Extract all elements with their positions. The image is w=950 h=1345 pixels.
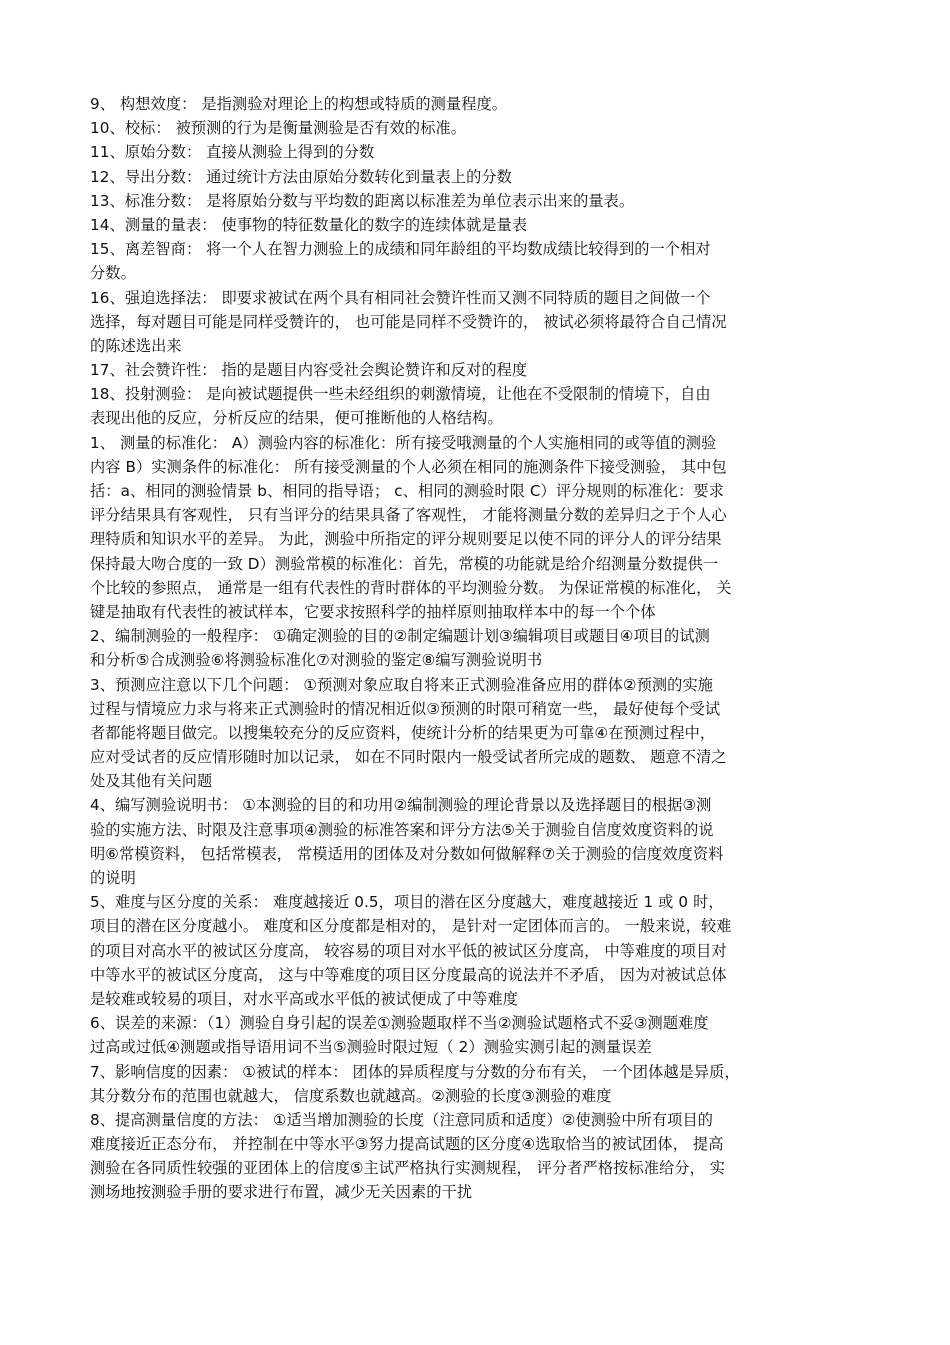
text-line: 明⑥常模资料， 包括常模表， 常模适用的团体及对分数如何做解释⑦关于测验的信度效度资料 — [90, 844, 724, 863]
document-body — [90, 92, 880, 1205]
text-line: 的陈述选出来 — [90, 336, 182, 355]
text-line: 和分析⑤合成测验⑥将测验标准化⑦对测验的鉴定⑧编写测验说明书 — [90, 651, 543, 670]
text-line: 保持最大吻合度的一致 D）测验常模的标准化：首先，常模的功能就是给介绍测量分数提供一 — [90, 554, 719, 573]
text-line: 其分数分布的范围也就越大， 信度系数也就越高。②测验的长度③测验的难度 — [90, 1086, 612, 1105]
text-line: 过高或过低④测题或指导语用词不当⑤测验时限过短（ 2）测验实测引起的测量误差 — [90, 1038, 652, 1057]
text-line: 11、原始分数： 直接从测验上得到的分数 — [90, 143, 375, 162]
text-line: 1、 测量的标准化： A）测验内容的标准化：所有接受哦测量的个人实施相同的或等值的测验 — [90, 433, 717, 452]
text-line: 2、编制测验的一般程序： ①确定测验的目的②制定编题计划③编辑项目或题目④项目的试测 — [90, 627, 710, 646]
text-line: 者都能将题目做完。以搜集较充分的反应资料，使统计分析的结果更为可靠④在预测过程中， — [90, 723, 716, 742]
text-line: 评分结果具有客观性， 只有当评分的结果具备了客观性， 才能将测量分数的差异归之于个人心 — [90, 506, 727, 525]
text-line: 的项目对高水平的被试区分度高， 较容易的项目对水平低的被试区分度高， 中等难度的项目对 — [90, 941, 727, 960]
text-line: 内容 B）实测条件的标准化： 所有接受测量的个人必须在相同的施测条件下接受测验， 其中包 — [90, 457, 727, 476]
text-line: 应对受试者的反应情形随时加以记录， 如在不同时限内一般受试者所完成的题数、 题意不清之 — [90, 748, 727, 767]
text-line: 测场地按测验手册的要求进行布置，减少无关因素的干扰 — [90, 1183, 473, 1202]
text-line: 14、测量的量表： 使事物的特征数量化的数字的连续体就是量表 — [90, 215, 528, 234]
text-line: 分数。 — [90, 264, 136, 283]
text-line: 5、难度与区分度的关系： 难度越接近 0.5，项目的潜在区分度越大，难度越接近 1 或 0 时， — [90, 893, 724, 912]
text-line: 8、提高测量信度的方法： ①适当增加测验的长度（注意同质和适度）②使测验中所有项目的 — [90, 1110, 714, 1129]
text-line: 键是抽取有代表性的被试样本，它要求按照科学的抽样原则抽取样本中的每一个个体 — [90, 602, 656, 621]
text-line: 18、投射测验： 是向被试题提供一些未经组织的刺激情境，让他在不受限制的情境下，自由 — [90, 385, 711, 404]
text-line: 4、编写测验说明书： ①本测验的目的和功用②编制测验的理论背景以及选择题目的根据③测 — [90, 796, 712, 815]
text-line: 15、离差智商： 将一个人在智力测验上的成绩和同年龄组的平均数成绩比较得到的一个相对 — [90, 240, 711, 259]
text-line: 17、社会赞许性： 指的是题目内容受社会舆论赞许和反对的程度 — [90, 361, 528, 380]
text-line: 测验在各同质性较强的亚团体上的信度⑤主试严格执行实测规程， 评分者严格按标准给分， 实 — [90, 1159, 726, 1178]
text-line: 括：a、相同的测验情景 b、相同的指导语； c、相同的测验时限 C）评分规则的标准化：要求 — [90, 482, 725, 500]
text-line: 16、强迫选择法： 即要求被试在两个具有相同社会赞许性而又测不同特质的题目之间做一个 — [90, 288, 711, 307]
text-line: 是较难或较易的项目，对水平高或水平低的被试便成了中等难度 — [90, 989, 519, 1008]
text-line: 9、 构想效度： 是指测验对理论上的构想或特质的测量程度。 — [90, 95, 508, 113]
text-line: 选择，每对题目可能是同样受赞许的， 也可能是同样不受赞许的， 被试必须将最符合自己情况 — [90, 312, 727, 331]
text-line: 6、误差的来源：（1）测验自身引起的误差①测验题取样不当②测验试题格式不妥③测题难度 — [90, 1014, 709, 1033]
text-line: 表现出他的反应，分析反应的结果，便可推断他的人格结构。 — [90, 409, 503, 428]
text-line: 13、标准分数： 是将原始分数与平均数的距离以标准差为单位表示出来的量表。 — [90, 191, 635, 210]
text-line: 10、校标： 被预测的行为是衡量测验是否有效的标准。 — [90, 119, 467, 138]
text-line: 中等水平的被试区分度高， 这与中等难度的项目区分度最高的说法并不矛盾， 因为对被试总体 — [90, 965, 727, 984]
text-line: 项目的潜在区分度越小。 难度和区分度都是相对的， 是针对一定团体而言的。 一般来说，较难 — [90, 917, 732, 936]
text-line: 的说明 — [90, 869, 136, 887]
text-line: 过程与情境应力求与将来正式测验时的情况相近似③预测的时限可稍宽一些， 最好使每个受试 — [90, 699, 721, 718]
text-line: 7、影响信度的因素： ①被试的样本： 团体的异质程度与分数的分布有关， 一个团体越是异质， — [90, 1062, 740, 1081]
text-line: 验的实施方法、时限及注意事项④测验的标准答案和评分方法⑤关于测验自信度效度资料的说 — [90, 820, 714, 839]
text-line: 处及其他有关问题 — [90, 772, 213, 791]
text-line: 3、预测应注意以下几个问题： ①预测对象应取自将来正式测验准备应用的群体②预测的实施 — [90, 675, 714, 694]
text-line: 理特质和知识水平的差异。 为此，测验中所指定的评分规则要足以使不同的评分人的评分结果 — [90, 530, 722, 549]
text-line: 个比较的参照点， 通常是一组有代表性的背时群体的平均测验分数。 为保证常模的标准化， 关 — [90, 578, 732, 597]
text-line: 12、导出分数： 通过统计方法由原始分数转化到量表上的分数 — [90, 167, 512, 186]
text-line: 难度接近正态分布， 并控制在中等水平③努力提高试题的区分度④选取恰当的被试团体， 提高 — [90, 1135, 724, 1154]
